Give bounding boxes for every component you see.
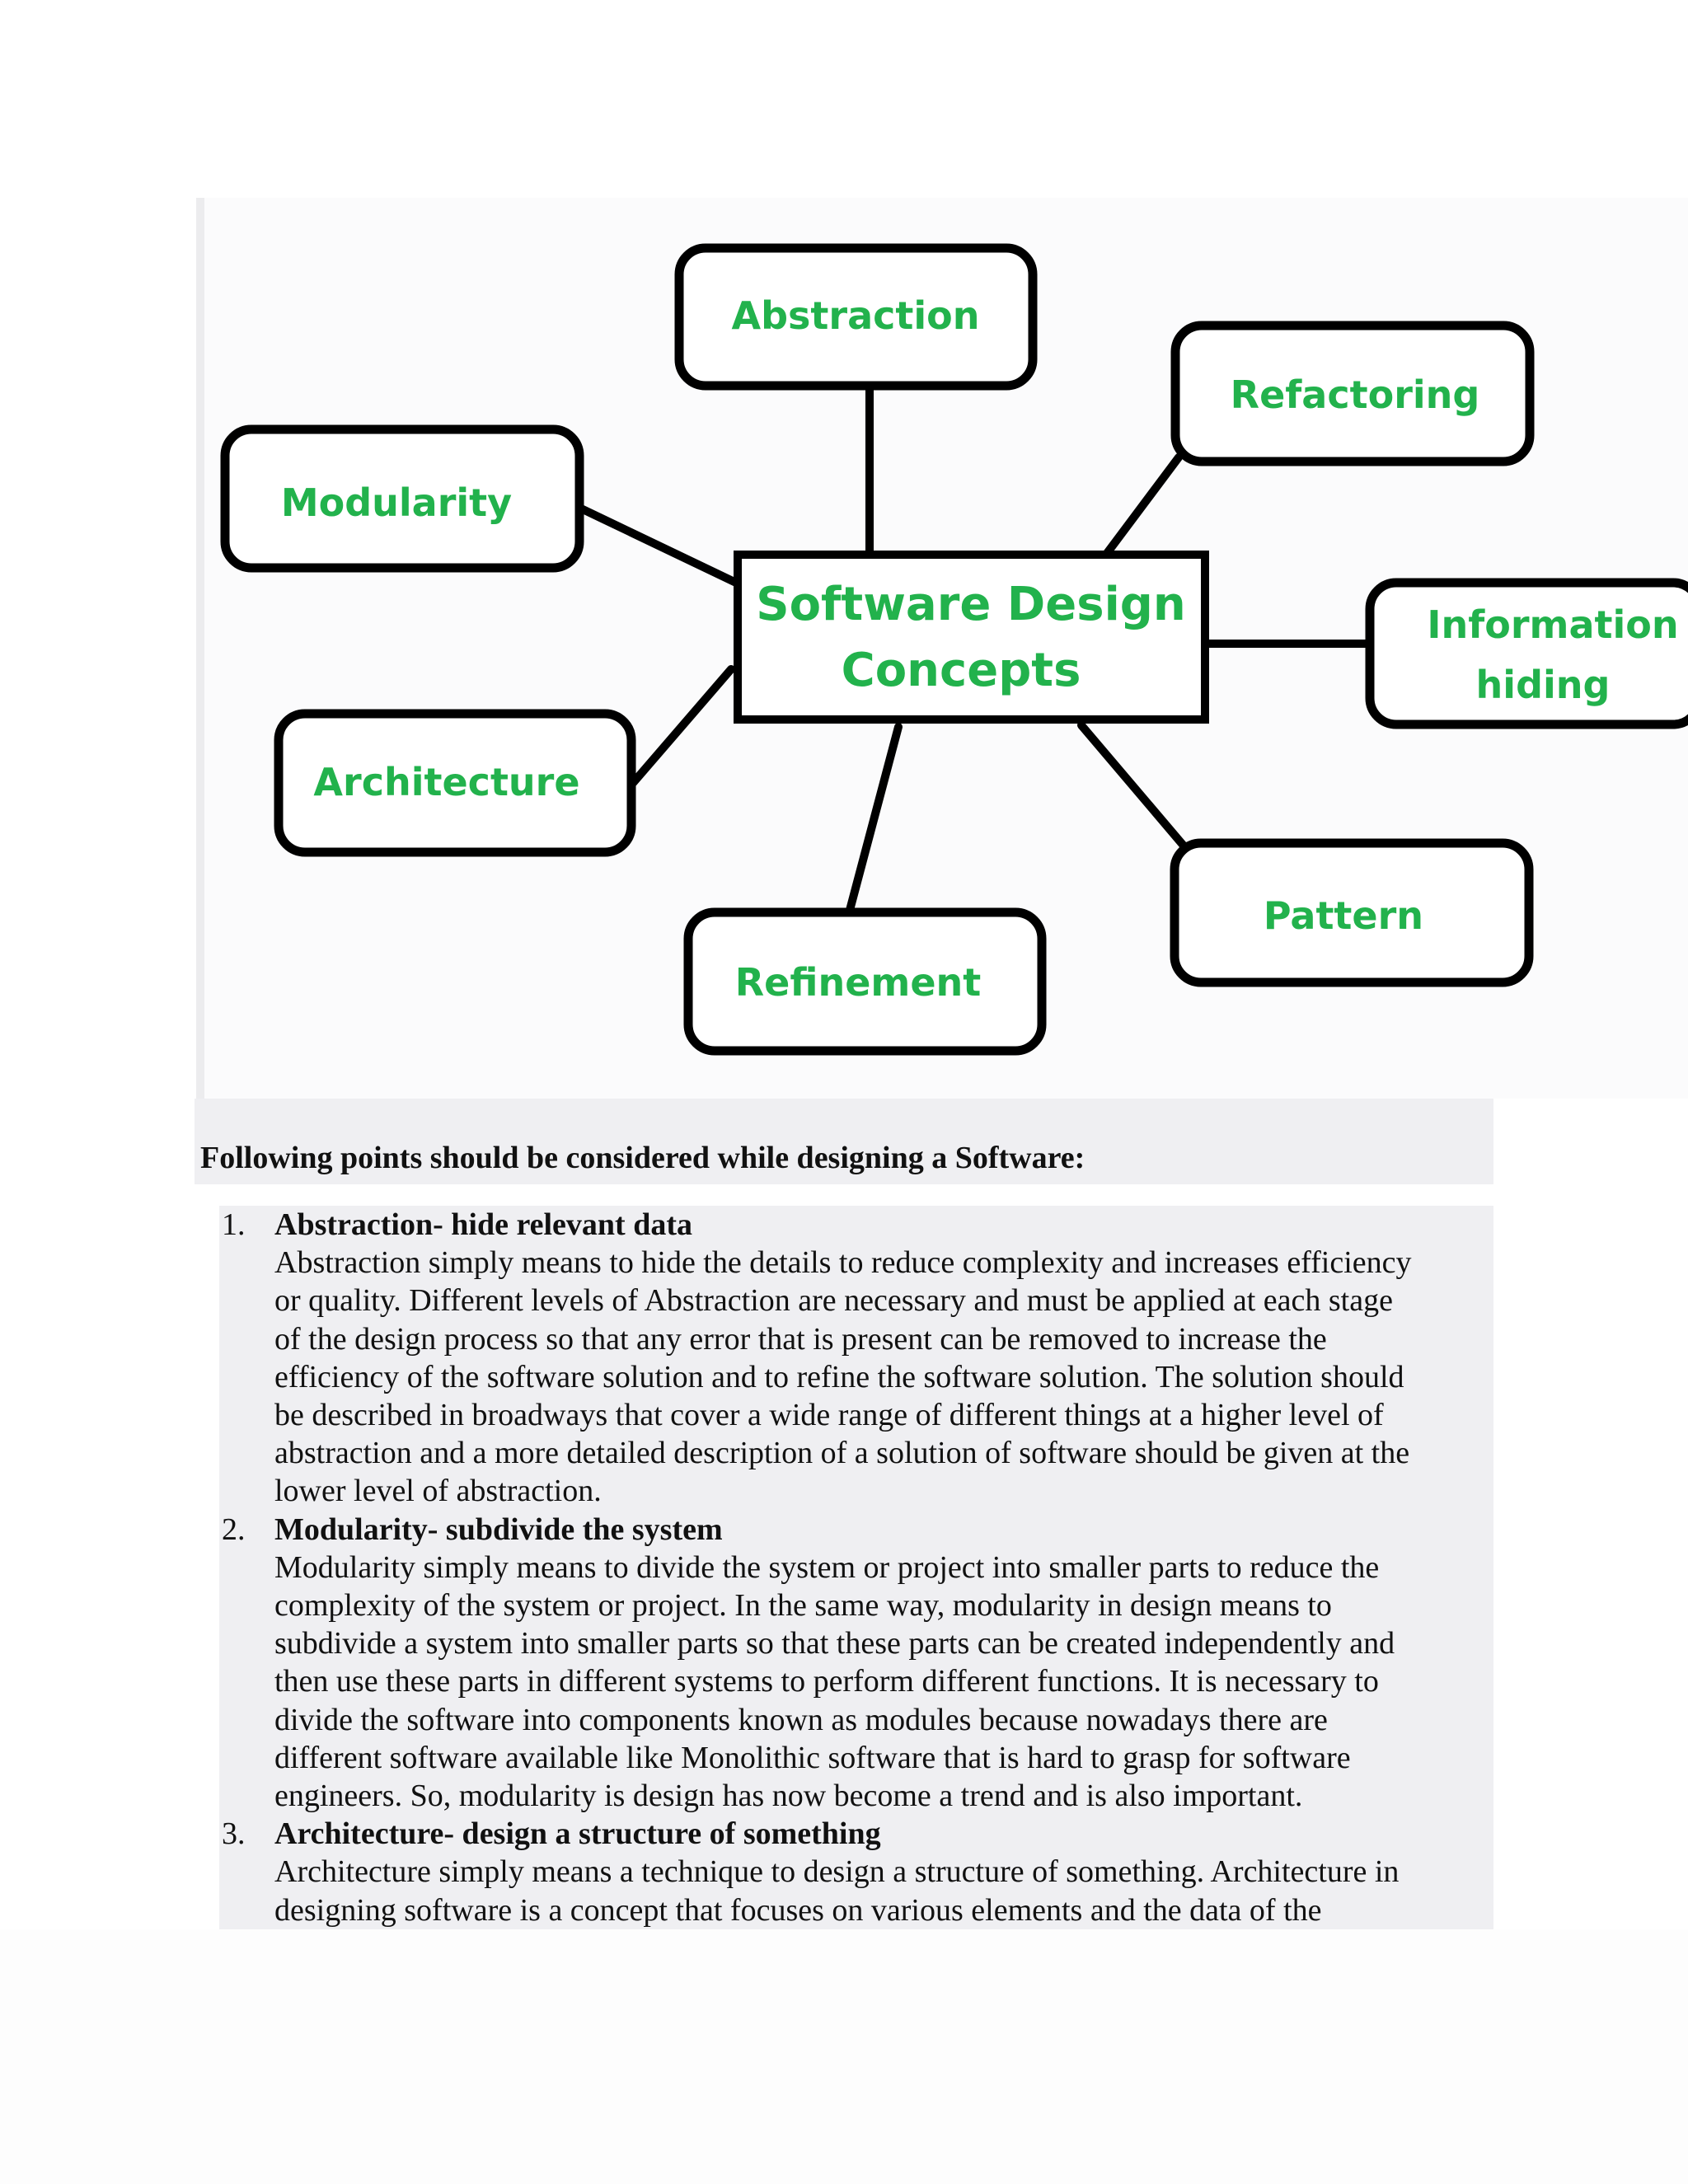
connector-refinement <box>849 727 898 913</box>
item-text-line: divide the software into components known as modules because nowadays there are <box>274 1702 1328 1737</box>
item-text-line: of the design process so that any error that is present can be removed to increase the <box>274 1321 1327 1357</box>
item-text-line: be described in broadways that cover a wide range of different things at a higher level of <box>274 1398 1384 1433</box>
item-text-line: efficiency of the software solution and to refine the software solution. The solution should <box>274 1359 1404 1394</box>
section-heading: Following points should be considered while designing a Software: <box>200 1141 1085 1175</box>
node-label-modularity: Modularity <box>280 480 513 525</box>
item-title: Abstraction- hide relevant data <box>274 1207 692 1242</box>
node-label-information-line1: Information <box>1427 602 1679 647</box>
item-text-line: or quality. Different levels of Abstraction are necessary and must be applied at each stage <box>274 1283 1393 1319</box>
concept-list <box>219 1206 1493 1929</box>
node-label-information-line2: hiding <box>1475 663 1611 707</box>
item-text-line: then use these parts in different systems to perform different functions. It is necessary to <box>274 1664 1379 1699</box>
connector-architecture <box>633 669 731 783</box>
item-text-line: Architecture simply means a technique to design a structure of something. Architecture in <box>274 1854 1400 1890</box>
list-item-modularity <box>219 1511 1493 1816</box>
item-text-line: complexity of the system or project. In the same way, modularity in design means to <box>274 1588 1332 1624</box>
item-number: 1. <box>222 1207 246 1242</box>
item-text-line: Abstraction simply means to hide the details to reduce complexity and increases efficiency <box>274 1245 1412 1281</box>
item-text-line: designing software is a concept that focuses on various elements and the data of the <box>274 1892 1322 1928</box>
node-label-abstraction: Abstraction <box>731 293 980 338</box>
node-label-refactoring: Refactoring <box>1230 373 1480 417</box>
center-label-line2: Concepts <box>841 644 1081 697</box>
item-text-line: lower level of abstraction. <box>274 1474 602 1509</box>
connector-pattern <box>1081 725 1188 851</box>
item-number: 3. <box>222 1816 246 1852</box>
connector-refactoring <box>1103 457 1179 559</box>
item-text-line: different software available like Monolithic software that is hard to grasp for software <box>274 1740 1351 1775</box>
node-label-pattern: Pattern <box>1263 893 1424 938</box>
list-item-abstraction <box>219 1206 1493 1511</box>
item-text-line: subdivide a system into smaller parts so that these parts can be created independently and <box>274 1626 1395 1661</box>
item-text-line: Modularity simply means to divide the system or project into smaller parts to reduce the <box>274 1549 1380 1585</box>
item-text-line: abstraction and a more detailed description of a solution of software should be given at the <box>274 1436 1410 1471</box>
item-title: Modularity- subdivide the system <box>274 1511 723 1547</box>
center-label-line1: Software Design <box>756 578 1186 631</box>
node-label-refinement: Refinement <box>734 960 982 1005</box>
page-blank-area <box>0 1929 1688 2184</box>
list-item-architecture <box>219 1815 1493 1929</box>
item-title: Architecture- design a structure of something <box>274 1816 881 1852</box>
item-text-line: engineers. So, modularity is design has now become a trend and is also important. <box>274 1779 1303 1814</box>
connector-modularity <box>581 509 736 583</box>
node-label-architecture: Architecture <box>313 760 580 804</box>
item-number: 2. <box>222 1511 246 1547</box>
